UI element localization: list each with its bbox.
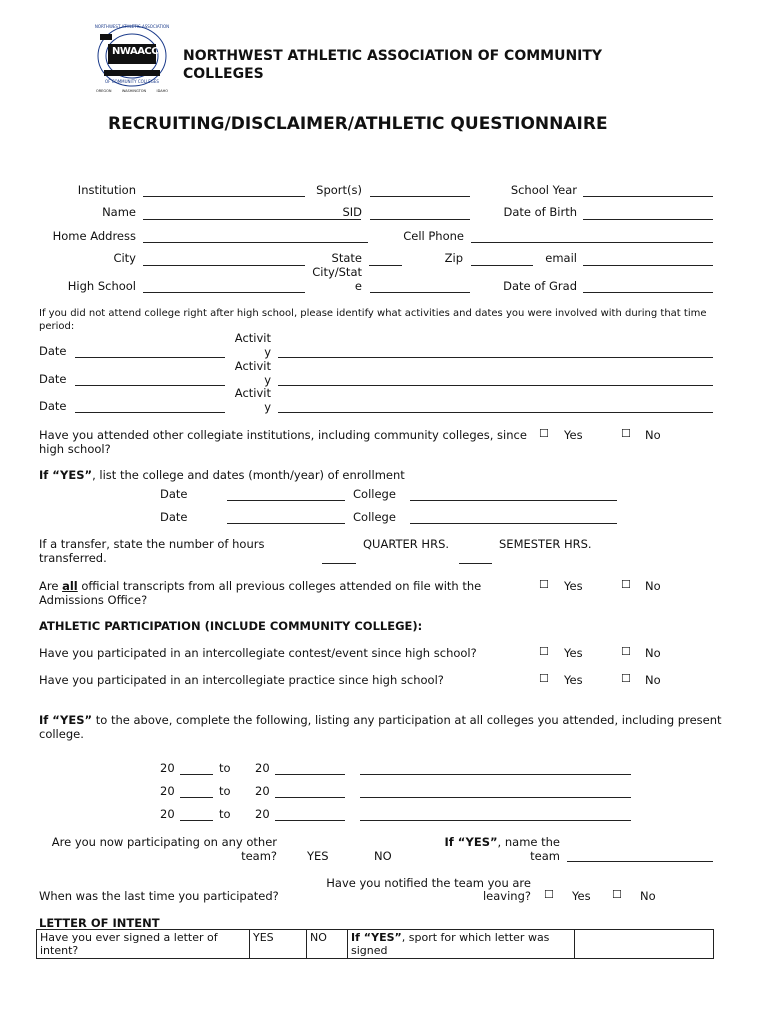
quarter-hrs-label: QUARTER HRS.	[363, 537, 450, 551]
other-inst-no-checkbox[interactable]: ☐	[621, 427, 631, 440]
notified-yes-checkbox[interactable]: ☐	[544, 888, 554, 901]
state-field[interactable]	[369, 265, 402, 266]
cell-phone-field[interactable]	[471, 242, 713, 243]
now-participating-no[interactable]: NO	[374, 849, 392, 863]
now-participating-yes[interactable]: YES	[307, 849, 329, 863]
home-address-label: Home Address	[52, 229, 136, 243]
name-the-team-line1	[400, 835, 560, 849]
gap-activity-label: Activit	[234, 386, 271, 400]
gap-activity-label: Activit	[234, 359, 271, 373]
other-inst-yes-label: Yes	[564, 428, 583, 442]
transcripts-no-label: No	[645, 579, 661, 593]
practice-no-label: No	[645, 673, 661, 687]
practice-yes-checkbox[interactable]: ☐	[539, 672, 549, 685]
practice-no-checkbox[interactable]: ☐	[621, 672, 631, 685]
season-end-field[interactable]	[275, 774, 345, 775]
school-year-label: School Year	[510, 183, 577, 197]
practice-yes-label: Yes	[564, 673, 583, 687]
contest-no-label: No	[645, 646, 661, 660]
date-of-grad-field[interactable]	[583, 292, 713, 293]
gap-activity-field[interactable]	[278, 385, 713, 386]
gap-date-label: Date	[39, 344, 67, 358]
season-to: to	[219, 807, 231, 821]
transcripts-all: all	[62, 579, 78, 593]
enroll-college-field[interactable]	[410, 523, 617, 524]
city-field[interactable]	[143, 265, 305, 266]
season-detail-field[interactable]	[360, 797, 631, 798]
transfer-question-line2: transferred.	[39, 551, 107, 565]
transcripts-text: Are	[39, 579, 63, 593]
notified-yes-label: Yes	[572, 889, 591, 903]
enroll-if-yes: If “YES”	[39, 468, 93, 482]
enroll-college-field[interactable]	[410, 500, 617, 501]
gap-date-label: Date	[39, 372, 67, 386]
gap-activity-field[interactable]	[278, 412, 713, 413]
state-label: State	[331, 251, 362, 265]
dob-field[interactable]	[583, 219, 713, 220]
other-inst-question-line2: high school?	[39, 442, 111, 456]
notified-team-line1: Have you notified the team you are	[326, 876, 531, 890]
logo-ring-top: NORTHWEST ATHLETIC ASSOCIATION	[94, 24, 170, 29]
page-title: RECRUITING/DISCLAIMER/ATHLETIC QUESTIONNAIRE	[108, 114, 608, 134]
email-field[interactable]	[583, 265, 713, 266]
institution-label: Institution	[77, 183, 136, 197]
org-name-line1: NORTHWEST ATHLETIC ASSOCIATION OF COMMUNITY	[183, 48, 603, 64]
other-inst-question-line1: Have you attended other collegiate institutions, including community colleges, since	[39, 428, 527, 442]
gap-activity-label: y	[264, 373, 271, 387]
city-label: City	[113, 251, 136, 265]
quarter-hrs-field[interactable]	[322, 563, 356, 564]
zip-label: Zip	[444, 251, 463, 265]
gap-activity-label: Activit	[234, 331, 271, 345]
enroll-instruction	[39, 468, 405, 482]
season-end-prefix: 20	[255, 807, 270, 821]
table-row	[37, 930, 714, 959]
season-start-field[interactable]	[180, 820, 213, 821]
loi-sport-text: , sport for which letter was	[401, 931, 550, 944]
transcripts-no-checkbox[interactable]: ☐	[621, 578, 631, 591]
contest-no-checkbox[interactable]: ☐	[621, 645, 631, 658]
gap-activity-field[interactable]	[278, 357, 713, 358]
loi-no-label: NO	[310, 931, 327, 944]
notified-team-line2: leaving?	[482, 889, 531, 903]
logo-region: WASHINGTON	[121, 89, 147, 93]
email-label: email	[545, 251, 577, 265]
sports-field[interactable]	[370, 196, 470, 197]
season-end-field[interactable]	[275, 820, 345, 821]
last-time-question: When was the last time you participated?	[39, 889, 279, 903]
transcripts-question-line2: Admissions Office?	[39, 593, 148, 607]
city-state-label-line1: City/Stat	[312, 265, 362, 279]
enroll-college-label: College	[353, 487, 396, 501]
high-school-field[interactable]	[143, 292, 305, 293]
loi-question-line2: intent?	[40, 944, 79, 957]
loi-sport-line2: signed	[351, 944, 388, 957]
city-state-field[interactable]	[370, 292, 470, 293]
loi-sport-field[interactable]	[575, 930, 714, 959]
name-field[interactable]	[143, 219, 361, 220]
letter-of-intent-table	[36, 929, 714, 959]
loi-yes-cell[interactable]	[250, 930, 307, 959]
now-participating-line1: Are you now participating on any other	[51, 835, 277, 849]
loi-no-cell[interactable]	[307, 930, 348, 959]
enroll-date-label: Date	[160, 510, 188, 524]
transcripts-text: official transcripts from all previous colleges attended on file with the	[77, 579, 482, 593]
letter-of-intent-heading: LETTER OF INTENT	[39, 916, 160, 930]
other-inst-yes-checkbox[interactable]: ☐	[539, 427, 549, 440]
home-address-field[interactable]	[143, 242, 368, 243]
name-label: Name	[102, 205, 136, 219]
high-school-label: High School	[67, 279, 136, 293]
sports-label: Sport(s)	[316, 183, 362, 197]
enroll-instruction-text: , list the college and dates (month/year) of enrollment	[92, 468, 405, 482]
loi-yes-label: YES	[253, 931, 274, 944]
transcripts-question-line1	[39, 579, 481, 593]
gap-prompt-line1: If you did not attend college right after high school, please identify what activities and dates you were involved with during that time	[39, 308, 707, 319]
enroll-date-field[interactable]	[227, 523, 345, 524]
season-to: to	[219, 784, 231, 798]
semester-hrs-label: SEMESTER HRS.	[499, 537, 592, 551]
season-start-field[interactable]	[180, 774, 213, 775]
enroll-date-label: Date	[160, 487, 188, 501]
season-detail-field[interactable]	[360, 774, 631, 775]
season-to: to	[219, 761, 231, 775]
gap-activity-label: y	[264, 400, 271, 414]
contest-yes-checkbox[interactable]: ☐	[539, 645, 549, 658]
loi-sport-line1	[351, 931, 571, 944]
school-year-field[interactable]	[583, 196, 713, 197]
team-name-field[interactable]	[567, 861, 713, 862]
enroll-college-label: College	[353, 510, 396, 524]
season-end-prefix: 20	[255, 784, 270, 798]
contest-question: Have you participated in an intercollegiate contest/event since high school?	[39, 646, 477, 660]
season-end-field[interactable]	[275, 797, 345, 798]
notified-no-label: No	[640, 889, 656, 903]
gap-activity-label: y	[264, 345, 271, 359]
season-start-prefix: 20	[160, 784, 175, 798]
logo-text: NWAACC	[112, 46, 159, 57]
contest-yes-label: Yes	[564, 646, 583, 660]
city-state-label-line2: e	[354, 279, 362, 293]
season-start-prefix: 20	[160, 807, 175, 821]
gap-date-field[interactable]	[75, 385, 225, 386]
logo-ring-bottom: OF COMMUNITY COLLEGES	[105, 79, 159, 84]
date-of-grad-label: Date of Grad	[503, 279, 577, 293]
transcripts-yes-label: Yes	[564, 579, 583, 593]
transcripts-yes-checkbox[interactable]: ☐	[539, 578, 549, 591]
notified-no-checkbox[interactable]: ☐	[612, 888, 622, 901]
loi-if-yes: If “YES”	[351, 931, 402, 944]
gap-date-field[interactable]	[75, 357, 225, 358]
gap-date-label: Date	[39, 399, 67, 413]
seasons-if-yes: If “YES”	[39, 713, 93, 727]
logo	[90, 18, 174, 98]
athletic-heading: ATHLETIC PARTICIPATION (INCLUDE COMMUNITY COLLEGE):	[39, 619, 423, 633]
gap-date-field[interactable]	[75, 412, 225, 413]
loi-question-cell	[37, 930, 250, 959]
logo-region: OREGON	[96, 89, 112, 93]
org-name-line2: COLLEGES	[183, 66, 264, 82]
gap-prompt-line2: period:	[39, 321, 75, 332]
name-team-text: , name the	[497, 835, 560, 849]
name-team-if-yes: If “YES”	[444, 835, 498, 849]
cell-phone-label: Cell Phone	[403, 229, 464, 243]
practice-question: Have you participated in an intercollegiate practice since high school?	[39, 673, 444, 687]
seasons-intro-line2: college.	[39, 727, 84, 741]
sid-field[interactable]	[370, 219, 470, 220]
season-detail-field[interactable]	[360, 820, 631, 821]
seasons-intro-text: to the above, complete the following, listing any participation at all colleges you attended, including present	[92, 713, 722, 727]
other-inst-no-label: No	[645, 428, 661, 442]
season-end-prefix: 20	[255, 761, 270, 775]
loi-question-line1: Have you ever signed a letter of	[40, 931, 218, 944]
logo-regions	[96, 89, 168, 93]
name-the-team-line2: team	[530, 849, 560, 863]
institution-field[interactable]	[143, 196, 305, 197]
semester-hrs-field[interactable]	[459, 563, 492, 564]
season-start-prefix: 20	[160, 761, 175, 775]
sid-label: SID	[342, 205, 362, 219]
logo-region: IDAHO	[156, 89, 168, 93]
transfer-question-line1: If a transfer, state the number of hours	[39, 537, 265, 551]
season-start-field[interactable]	[180, 797, 213, 798]
dob-label: Date of Birth	[503, 205, 577, 219]
seasons-intro-line1	[39, 713, 722, 727]
now-participating-line2: team?	[241, 849, 277, 863]
zip-field[interactable]	[471, 265, 533, 266]
loi-sport-label-cell	[348, 930, 575, 959]
logo-emblem	[90, 18, 174, 98]
enroll-date-field[interactable]	[227, 500, 345, 501]
